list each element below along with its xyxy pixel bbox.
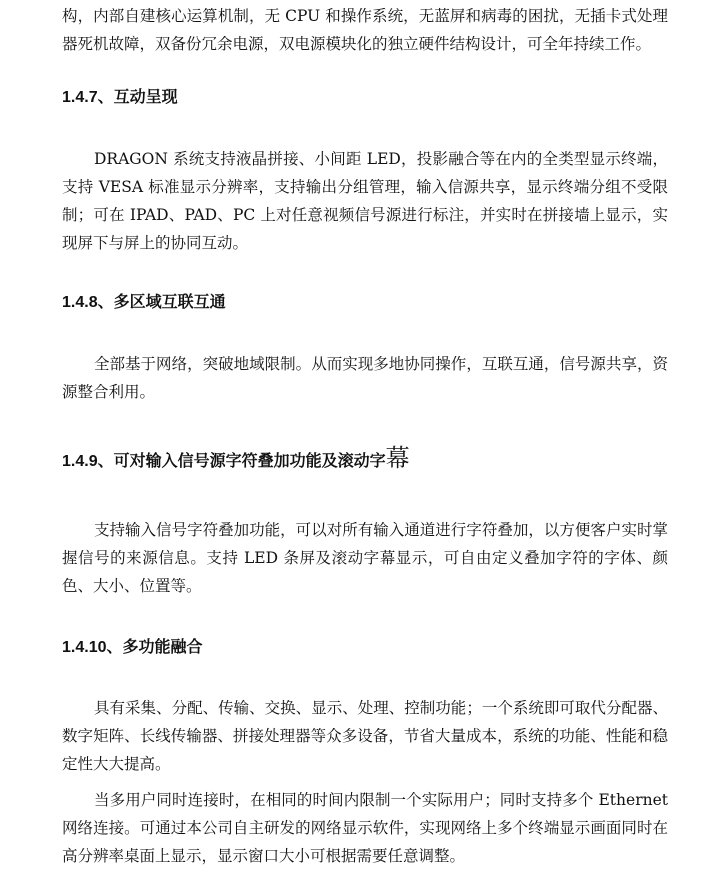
section-heading-1-4-9 bbox=[62, 445, 668, 475]
paragraph-multi-region: 全部基于网络，突破地域限制。从而实现多地协同操作，互联互通，信号源共享，资源整合利用。 bbox=[62, 355, 668, 401]
section-title: 多区域互联互通 bbox=[113, 292, 226, 311]
section-separator: 、 bbox=[97, 87, 114, 106]
section-title: 互动呈现 bbox=[113, 87, 178, 106]
section-title-large-char: 幕 bbox=[385, 444, 410, 472]
paragraph-hardware-structure: 构，内部自建核心运算机制，无 CPU 和操作系统，无蓝屏和病毒的困扰，无插卡式处理器死机故障，双备份冗余电源，双电源模块化的独立硬件结构设计，可全年持续工作。 bbox=[62, 7, 668, 53]
paragraph-multi-function-a: 具有采集、分配、传输、交换、显示、处理、控制功能；一个系统即可取代分配器、数字矩阵、长线传输器、拼接处理器等众多设备，节省大量成本，系统的功能、性能和稳定性大大提高。 bbox=[62, 699, 668, 773]
section-number: 1.4.8 bbox=[62, 294, 98, 311]
paragraph-character-overlay: 支持输入信号字符叠加功能，可以对所有输入通道进行字符叠加，以方便客户实时掌握信号的来源信息。支持 LED 条屏及滚动字幕显示，可自由定义叠加字符的字体、颜色、大小、位置等。 bbox=[62, 521, 668, 595]
section-number: 1.4.7 bbox=[62, 89, 98, 106]
section-number: 1.4.9 bbox=[62, 453, 98, 470]
section-heading-1-4-8 bbox=[62, 289, 668, 316]
section-separator: 、 bbox=[97, 451, 114, 470]
section-heading-1-4-10 bbox=[62, 634, 668, 661]
section-number: 1.4.10 bbox=[62, 639, 107, 656]
paragraph-interactive-display: DRAGON 系统支持液晶拼接、小间距 LED，投影融合等在内的全类型显示终端，支持 VESA 标准显示分辨率，支持输出分组管理，输入信源共享，显示终端分组不受限制；可在 IPAD、PAD、PC 上对任意视频信号源进行标注，并实时在拼接墙上显示，实现屏下与屏上的协同互动。 bbox=[62, 150, 668, 252]
paragraph-multi-function-b: 当多用户同时连接时，在相同的时间内限制一个实际用户；同时支持多个 Ethernet 网络连接。可通过本公司自主研发的网络显示软件，实现网络上多个终端显示画面同时在高分辨率桌面上显示，显示窗口大小可根据需要任意调整。 bbox=[62, 791, 668, 865]
section-separator: 、 bbox=[106, 637, 123, 656]
section-title: 可对输入信号源字符叠加功能及滚动字 bbox=[113, 451, 386, 470]
section-heading-1-4-7 bbox=[62, 84, 668, 111]
section-separator: 、 bbox=[97, 292, 114, 311]
section-title: 多功能融合 bbox=[122, 637, 203, 656]
